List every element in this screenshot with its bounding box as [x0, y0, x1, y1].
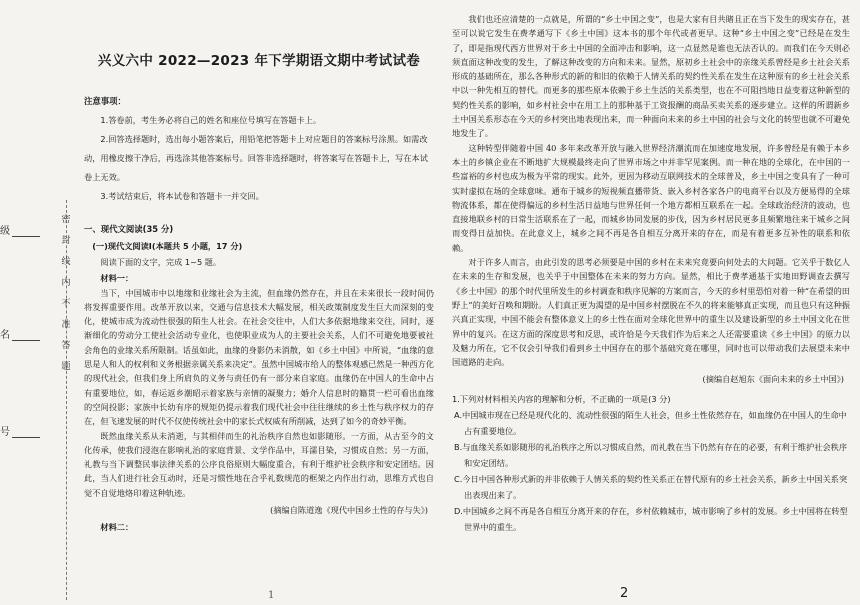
section-heading: 一、现代文阅读(35 分)	[84, 223, 174, 234]
material2-paragraph: 这种转型伴随着中国 40 多年来改革开放与融入世界经济潮流而在加速度地发展，许多曾经是有赖于本乡本土的乡镇企业在不断地扩大规模最终走向了世界市场之中并非罕见案例。而一种在地的全球化，在中国的一些富裕的乡村也成为极为平常的现实。此外，更因为移动互联网技术的全球普及，乡土中国之变具有了一种可实时虚拟在场的全球意味。通布于城乡的短视频直播带货、嵌入乡村各家各户的电商平台以及方便易得的全球物流体系，都在使得偏远的乡村生活日益地与世界任何一个地方都相互联系在一起。全球政治经济的波动，也直接地联乡村的日常生活联系在了一起，而城乡协同发展的步伐，因为乡村居民更多且频繁地往来于城乡之间而变得日益加快。在此意义上，城乡之间不再是各自相互分离开来的存在，而是有着更多互补性的联系和依赖。	[452, 142, 850, 253]
question-1: 1.下列对材料相关内容的理解和分析，不正确的一项是(3 分)	[452, 393, 671, 404]
page-number: 2	[620, 586, 629, 601]
material2-source: (摘编自赵旭东《面向未来的乡土中国》)	[702, 374, 844, 385]
material2-paragraph: 对于许多人而言，由此引发的思考必须要是中国的乡村在未来究竟要向何处去的大问题。它关乎于数亿人在未来的生存和发展，也关乎于中国整体在未来的努力方向。显然，相比于费孝通基于实地田野调查去撰写《乡土中国》的那个时代里所发生的乡村调查和秩序见解的方案而言，今天的乡村里恐怕对着一种“在希望的田野上”的美好召唤和期盼。人们真正更为渴望的是中国乡村摆脱在不久的将来能够真正实现，而且也只有这种振兴真正实现，中国不能会有整体意义上的乡土性在面对全球化世界中的重生以及建设新型的乡土中国文化在世界中的复兴。在这方面的深度思考和反思，或许恰是今天我们作为后来之人还需要重读《乡土中国》的原力以及魅力所在，它不仅会引导我们看到乡土中国存在的那个基础究竟在哪里，同时也可以带动我们去展望未来中国道路的走向。	[452, 257, 850, 368]
material2-label: 材料二：	[100, 522, 134, 533]
number-field-label: 号	[0, 427, 10, 438]
reading-instruction: 阅读下面的文字，完成 1~5 题。	[100, 256, 222, 267]
seal-text: 密封线内不准答题	[61, 215, 71, 372]
material2-paragraph: 我们也还应清楚的一点就是，所谓的“乡土中国之变”，也是大家有目共睹且正在当下发生的现实存在，甚至可以说它发生在费孝通写下《乡土中国》这本书的那个年代或者更早。这种“乡土中国之变”已经是在发生了，即是指现代西方世界对于乡土中国的全面冲击和影响，这一点显然是谁也无法否认的。而我们在今天则必须直面这种改变的发生，了解这种改变的方向和未来。显然，原初乡土社会中的亲缘关系曾经是乡土社会关系形成的基础所在，那么各种形式的新的和旧的依赖于人情关系的契约性关系在发生在这种原有的乡土社会关系中以一种先相互的替代。而更多的那些原本依赖于乡土生活的关系类型，也在不可阻挡地日益变着这种新型的契约性关系的影响，如乡村社会中在用工上的那种基于工资报酬的商品买卖关系的逐步建立。这样的所谓新乡土中国关系形态在今天的乡村突出地表现出来，而一种面向未来的乡土中国的社会与文化的转型也就不可避免地发生了。	[452, 14, 850, 139]
option-a: A.中国城市现在已经是现代化的、流动性很强的陌生人社会，但乡土性依然存在，如血缘仍在中国人的生命中占有重要地位。	[454, 409, 847, 436]
right-column	[452, 12, 850, 602]
number-field	[0, 423, 40, 438]
notice-item: 2.回答选择题时，选出每小题答案后，用铅笔把答题卡上对应题目的答案标号涂黑。如需改动，用橡皮擦干净后，再选涂其他答案标号。回答非选择题时，将答案写在答题卡上，写在本试卷上无效。	[84, 133, 428, 182]
material1-paragraph: 既然血缘关系从未消逝，与其相伴而生的礼治秩序自然也如影随形。一方面，从古至今的文化传承，使我们浸泡在影响礼治的家庭背景、文学作品中，耳濡目染，习惯成自然；另一方面，礼教与当下调整民事法律关系的公序良俗原则大幅度重合，有利于维护社会秩序和安定团结。因此，当人们进行社会互动时，还是习惯性地在合乎礼数规范的框架之内作出行动，思维方式也自觉不自觉地烙印着这种轨迹。	[84, 430, 434, 498]
left-column	[84, 18, 434, 603]
notice-item: 1.答卷前，考生务必将自己的姓名和座位号填写在答题卡上。	[100, 114, 322, 125]
material1-paragraph: 当下，中国城市中以地缘和业缘社会为主流，但血缘仍然存在，并且在未来很长一段时间仍将发挥重要作用。改革开放以来，交通与信息技术大幅发展，相关政策制度发生巨大而深刻的变化，使城市成为流动性很强的陌生人社会。在社会交往中，人们大多依据地缘来交往，同时，逐渐细化的劳动分工使社会活动专业化，也使职业成为人的主要社会关系，人们不可避免地要被社会角色的业缘关系所限制。话虽如此，血缘的身影仍未消散，如《乡土中国》中所说，“血缘的意思是人和人的权利和义务根据亲属关系来决定”。虽然中国城市给人的整体观感已然是一种西方化的现代社会，但我们身上所肩负的义务与责任仍有一部分来自家庭。血缘仍在中国人的生命中占有重要地位，如，春运返乡潮昭示着家族与亲情的凝聚力；婚介人信息时的籍贯一栏可看出血缘的空间投影；家族中长幼有序的规矩仍提示着我们现代社会中往往继续的乡土性与秩序权力的存在，但飞速发展的时代不仅使传统社会中的家长式权威有所削减，达到了如今的奇妙平衡。	[84, 287, 434, 427]
notice-list	[84, 111, 434, 206]
subsection-heading: (一)现代文阅读Ⅰ(本题共 5 小题，17 分)	[92, 240, 243, 251]
material1-source: (摘编自陈道逸《现代中国乡土性的存与失》)	[270, 505, 428, 516]
exam-title: 兴义六中 2022—2023 年下学期语文期中考试试卷	[97, 53, 421, 69]
class-field	[0, 222, 40, 237]
name-field-label: 名	[0, 330, 10, 341]
notice-heading: 注意事项：	[84, 96, 126, 107]
class-field-label: 级	[0, 226, 10, 237]
name-field	[0, 326, 40, 341]
binding-margin	[0, 0, 70, 605]
material1-label: 材料一：	[100, 272, 134, 283]
option-b: B.与血缘关系如影随形的礼治秩序之所以习惯成自然，而礼教在当下仍然有存在的必要，有利于维护社会秩序和安定团结。	[454, 441, 848, 468]
notice-item: 3.考试结束后，将本试卷和答题卡一并交回。	[100, 190, 264, 201]
bottom-mark: 1	[268, 590, 275, 601]
option-d: D.中国城乡之间不再是各自相互分离开来的存在，乡村依赖城市，城市影响了乡村的发展。乡土中国将在转型世界中的重生。	[454, 505, 848, 532]
option-c: C.今日中国各种形式新的并非依赖于人情关系的契约性关系正在替代原有的乡土社会关系，新乡土中国关系突出表现出来了。	[454, 473, 848, 500]
